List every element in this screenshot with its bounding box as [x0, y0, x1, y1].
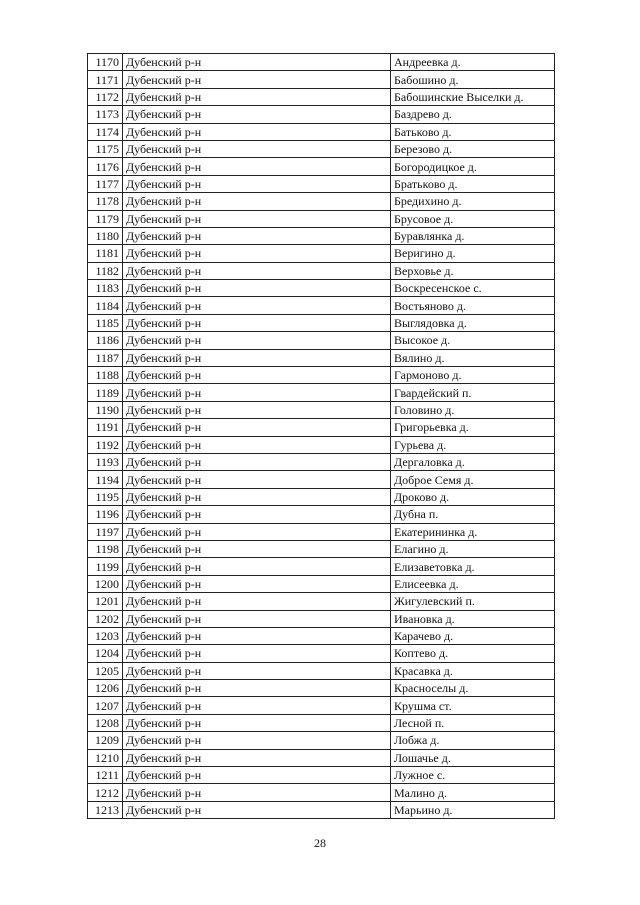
row-number: 1190 [88, 401, 123, 418]
district-cell: Дубенский р-н [123, 401, 391, 418]
district-cell: Дубенский р-н [123, 280, 391, 297]
district-cell: Дубенский р-н [123, 749, 391, 766]
place-cell: Высокое д. [391, 332, 555, 349]
table-row [88, 262, 555, 279]
row-number: 1175 [88, 140, 123, 157]
place-cell: Дроково д. [391, 488, 555, 505]
row-number: 1202 [88, 610, 123, 627]
place-cell: Бредихино д. [391, 193, 555, 210]
row-number: 1205 [88, 662, 123, 679]
district-cell: Дубенский р-н [123, 227, 391, 244]
place-cell: Батьково д. [391, 123, 555, 140]
row-number: 1204 [88, 645, 123, 662]
district-cell: Дубенский р-н [123, 245, 391, 262]
row-number: 1211 [88, 767, 123, 784]
district-cell: Дубенский р-н [123, 123, 391, 140]
table-row [88, 280, 555, 297]
table-row [88, 784, 555, 801]
row-number: 1213 [88, 801, 123, 818]
place-cell: Братьково д. [391, 175, 555, 192]
table-row [88, 749, 555, 766]
district-cell: Дубенский р-н [123, 506, 391, 523]
district-cell: Дубенский р-н [123, 88, 391, 105]
district-cell: Дубенский р-н [123, 575, 391, 592]
district-cell: Дубенский р-н [123, 349, 391, 366]
table-row [88, 645, 555, 662]
row-number: 1198 [88, 540, 123, 557]
district-cell: Дубенский р-н [123, 697, 391, 714]
row-number: 1177 [88, 175, 123, 192]
place-cell: Вялино д. [391, 349, 555, 366]
district-cell: Дубенский р-н [123, 645, 391, 662]
table-row [88, 54, 555, 71]
district-cell: Дубенский р-н [123, 367, 391, 384]
district-cell: Дубенский р-н [123, 193, 391, 210]
row-number: 1194 [88, 471, 123, 488]
place-cell: Коптево д. [391, 645, 555, 662]
row-number: 1197 [88, 523, 123, 540]
place-cell: Богородицкое д. [391, 158, 555, 175]
table-row [88, 158, 555, 175]
district-cell: Дубенский р-н [123, 714, 391, 731]
place-cell: Жигулевский п. [391, 593, 555, 610]
place-cell: Верховье д. [391, 262, 555, 279]
district-cell: Дубенский р-н [123, 54, 391, 71]
place-cell: Баздрево д. [391, 106, 555, 123]
table-row [88, 367, 555, 384]
place-cell: Лесной п. [391, 714, 555, 731]
place-cell: Гурьева д. [391, 436, 555, 453]
row-number: 1178 [88, 193, 123, 210]
place-cell: Буравлянка д. [391, 227, 555, 244]
table-row [88, 732, 555, 749]
table-row [88, 71, 555, 88]
table-row [88, 140, 555, 157]
district-cell: Дубенский р-н [123, 767, 391, 784]
table-row [88, 384, 555, 401]
table-row [88, 593, 555, 610]
table-row [88, 401, 555, 418]
row-number: 1174 [88, 123, 123, 140]
table-row [88, 419, 555, 436]
district-cell: Дубенский р-н [123, 175, 391, 192]
district-cell: Дубенский р-н [123, 801, 391, 818]
place-cell: Лобжа д. [391, 732, 555, 749]
table-row [88, 558, 555, 575]
district-cell: Дубенский р-н [123, 262, 391, 279]
table-row [88, 523, 555, 540]
table-row [88, 610, 555, 627]
place-cell: Екатерининка д. [391, 523, 555, 540]
place-cell: Березово д. [391, 140, 555, 157]
row-number: 1179 [88, 210, 123, 227]
row-number: 1171 [88, 71, 123, 88]
row-number: 1185 [88, 314, 123, 331]
table-row [88, 175, 555, 192]
place-cell: Доброе Семя д. [391, 471, 555, 488]
table-row [88, 453, 555, 470]
table-row [88, 349, 555, 366]
district-cell: Дубенский р-н [123, 106, 391, 123]
row-number: 1199 [88, 558, 123, 575]
place-cell: Красавка д. [391, 662, 555, 679]
row-number: 1203 [88, 627, 123, 644]
place-cell: Лужное с. [391, 767, 555, 784]
settlements-table-body [88, 54, 555, 819]
row-number: 1188 [88, 367, 123, 384]
row-number: 1207 [88, 697, 123, 714]
place-cell: Григорьевка д. [391, 419, 555, 436]
place-cell: Воскресенское с. [391, 280, 555, 297]
table-row [88, 697, 555, 714]
row-number: 1196 [88, 506, 123, 523]
table-row [88, 575, 555, 592]
district-cell: Дубенский р-н [123, 558, 391, 575]
district-cell: Дубенский р-н [123, 419, 391, 436]
row-number: 1210 [88, 749, 123, 766]
place-cell: Карачево д. [391, 627, 555, 644]
place-cell: Гармоново д. [391, 367, 555, 384]
table-row [88, 627, 555, 644]
table-row [88, 662, 555, 679]
district-cell: Дубенский р-н [123, 471, 391, 488]
district-cell: Дубенский р-н [123, 436, 391, 453]
place-cell: Бабошинские Выселки д. [391, 88, 555, 105]
page-number: 28 [314, 836, 326, 850]
table-row [88, 88, 555, 105]
row-number: 1212 [88, 784, 123, 801]
table-row [88, 193, 555, 210]
row-number: 1208 [88, 714, 123, 731]
row-number: 1192 [88, 436, 123, 453]
place-cell: Елизаветовка д. [391, 558, 555, 575]
district-cell: Дубенский р-н [123, 784, 391, 801]
place-cell: Ивановка д. [391, 610, 555, 627]
district-cell: Дубенский р-н [123, 297, 391, 314]
place-cell: Гвардейский п. [391, 384, 555, 401]
place-cell: Востьяново д. [391, 297, 555, 314]
table-row [88, 227, 555, 244]
row-number: 1191 [88, 419, 123, 436]
place-cell: Красноселы д. [391, 680, 555, 697]
district-cell: Дубенский р-н [123, 140, 391, 157]
table-row [88, 767, 555, 784]
place-cell: Дубна п. [391, 506, 555, 523]
row-number: 1209 [88, 732, 123, 749]
row-number: 1195 [88, 488, 123, 505]
district-cell: Дубенский р-н [123, 453, 391, 470]
place-cell: Бабошино д. [391, 71, 555, 88]
district-cell: Дубенский р-н [123, 314, 391, 331]
table-row [88, 471, 555, 488]
row-number: 1173 [88, 106, 123, 123]
table-row [88, 245, 555, 262]
place-cell: Елагино д. [391, 540, 555, 557]
place-cell: Лошачье д. [391, 749, 555, 766]
district-cell: Дубенский р-н [123, 384, 391, 401]
table-row [88, 714, 555, 731]
table-row [88, 488, 555, 505]
district-cell: Дубенский р-н [123, 332, 391, 349]
row-number: 1201 [88, 593, 123, 610]
table-row [88, 314, 555, 331]
row-number: 1172 [88, 88, 123, 105]
place-cell: Елисеевка д. [391, 575, 555, 592]
row-number: 1206 [88, 680, 123, 697]
district-cell: Дубенский р-н [123, 680, 391, 697]
place-cell: Веригино д. [391, 245, 555, 262]
district-cell: Дубенский р-н [123, 523, 391, 540]
row-number: 1187 [88, 349, 123, 366]
table-row [88, 540, 555, 557]
row-number: 1193 [88, 453, 123, 470]
table-row [88, 506, 555, 523]
table-row [88, 106, 555, 123]
row-number: 1181 [88, 245, 123, 262]
district-cell: Дубенский р-н [123, 540, 391, 557]
place-cell: Головино д. [391, 401, 555, 418]
row-number: 1182 [88, 262, 123, 279]
district-cell: Дубенский р-н [123, 627, 391, 644]
place-cell: Дергаловка д. [391, 453, 555, 470]
row-number: 1176 [88, 158, 123, 175]
district-cell: Дубенский р-н [123, 662, 391, 679]
settlements-table [87, 53, 555, 819]
district-cell: Дубенский р-н [123, 488, 391, 505]
table-row [88, 801, 555, 818]
place-cell: Андреевка д. [391, 54, 555, 71]
row-number: 1170 [88, 54, 123, 71]
table-row [88, 680, 555, 697]
row-number: 1180 [88, 227, 123, 244]
row-number: 1184 [88, 297, 123, 314]
place-cell: Крушма ст. [391, 697, 555, 714]
table-row [88, 123, 555, 140]
district-cell: Дубенский р-н [123, 593, 391, 610]
district-cell: Дубенский р-н [123, 610, 391, 627]
district-cell: Дубенский р-н [123, 732, 391, 749]
district-cell: Дубенский р-н [123, 210, 391, 227]
table-row [88, 332, 555, 349]
district-cell: Дубенский р-н [123, 71, 391, 88]
place-cell: Марьино д. [391, 801, 555, 818]
row-number: 1189 [88, 384, 123, 401]
row-number: 1183 [88, 280, 123, 297]
table-row [88, 436, 555, 453]
district-cell: Дубенский р-н [123, 158, 391, 175]
table-row [88, 297, 555, 314]
place-cell: Выглядовка д. [391, 314, 555, 331]
table-row [88, 210, 555, 227]
place-cell: Брусовое д. [391, 210, 555, 227]
row-number: 1200 [88, 575, 123, 592]
place-cell: Малино д. [391, 784, 555, 801]
row-number: 1186 [88, 332, 123, 349]
